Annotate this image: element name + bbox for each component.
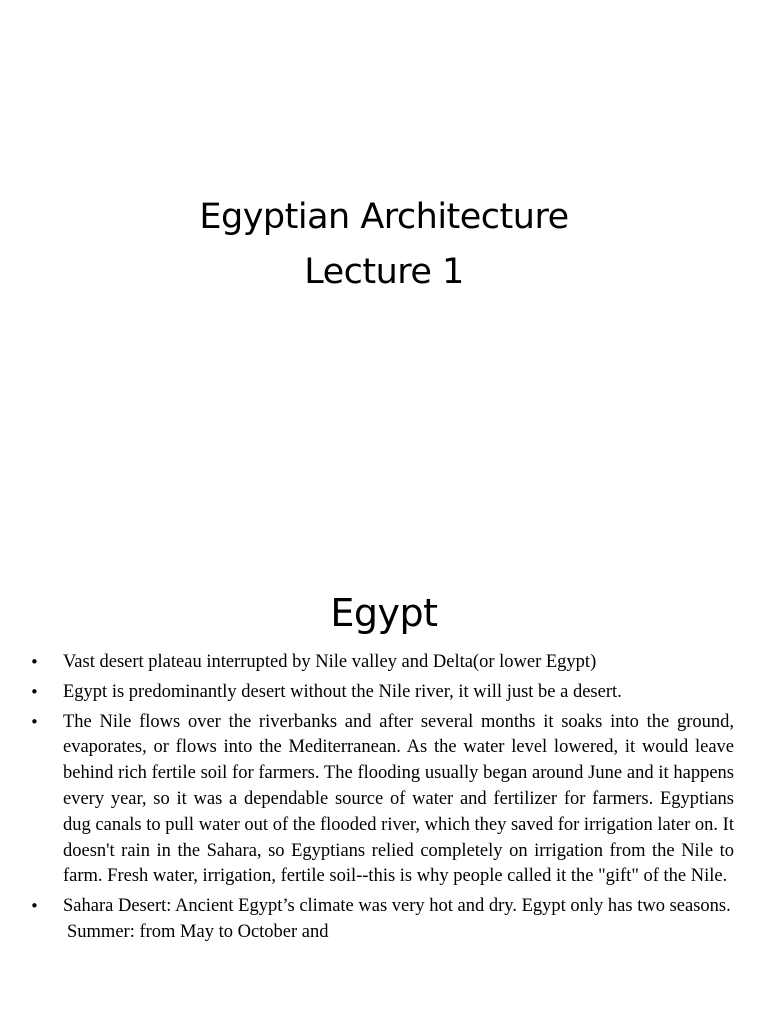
slide-title-subtitle: Lecture 1 [304, 252, 464, 292]
bullet-text: Egypt is predominantly desert without the Nile river, it will just be a desert. [63, 681, 622, 702]
slide-heading: Egypt [330, 591, 438, 635]
bullet-text: Vast desert plateau interrupted by Nile valley and Delta(or lower Egypt) [63, 652, 597, 672]
bullet-marker: • [30, 712, 39, 731]
bullet-list [30, 650, 734, 950]
bullet-marker: • [30, 897, 39, 916]
bullet-text: Sahara Desert: Ancient Egypt’s climate was very hot and dry. Egypt only has two seasons. [63, 896, 731, 917]
bullet-item [30, 650, 734, 676]
content-slide [0, 576, 768, 1024]
bullet-marker: • [30, 682, 39, 701]
bullet-marker: • [30, 653, 39, 671]
bullet-item [30, 894, 734, 946]
bullet-text: The Nile flows over the riverbanks and after several months it soaks into the ground, evaporates, or flows into the Mediterranean. As the water level lowered, it would leave behind rich fertile soil for farmers. The flooding usually began around June and it happens every year, so it was a dependable source of water and fertilizer for farmers. Egyptians dug canals to pull water out of the flooded river, which they saved for irrigation later on. It doesn't rain in the Sahara, so Egyptians relied completely on irrigation from the Nile to farm. Fresh water, irrigation, fertile soil--this is why people called it the "gift" of the Nile. [63, 711, 734, 887]
slide-title-main: Egyptian Architecture [199, 197, 569, 237]
bullet-sub-line: Summer: from May to October and [67, 921, 329, 942]
bullet-item [30, 710, 734, 891]
title-block [0, 190, 768, 300]
bullet-item [30, 680, 734, 706]
